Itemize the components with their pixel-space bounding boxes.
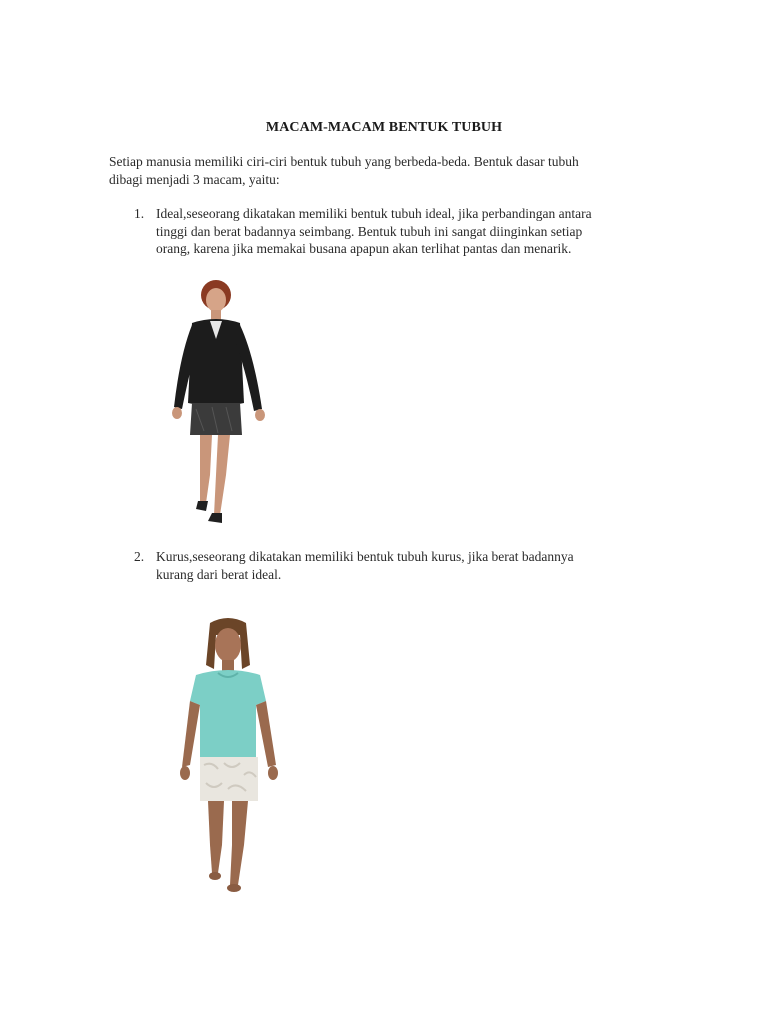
list-line: tinggi dan berat badannya seimbang. Bentuk tubuh ini sangat diinginkan setiap [156,223,583,239]
woman-teal-shirt-image [160,605,300,900]
list-line: Kurus,seseorang dikatakan memiliki bentuk tubuh kurus, jika berat badannya [156,549,574,564]
list-line: orang, karena jika memakai busana apapun akan terlihat pantas dan menarik. [156,241,572,256]
thin-body-figure [160,605,300,900]
list-number: 2. [134,549,145,564]
list-line: kurang dari berat ideal. [156,566,282,582]
list-item-text [156,205,676,258]
list-line: Ideal,seseorang dikatakan memiliki bentuk tubuh ideal, jika perbandingan antara [156,206,592,221]
intro-paragraph [109,153,669,188]
ideal-body-figure [160,275,280,533]
list-item-text [156,548,676,583]
page-title: MACAM-MACAM BENTUK TUBUH [265,120,503,135]
intro-line: Setiap manusia memiliki ciri-ciri bentuk tubuh yang berbeda-beda. Bentuk dasar tubuh [109,154,579,169]
woman-black-jacket-image [160,275,280,533]
intro-line: dibagi menjadi 3 macam, yaitu: [109,171,280,187]
list-number: 1. [134,206,145,221]
